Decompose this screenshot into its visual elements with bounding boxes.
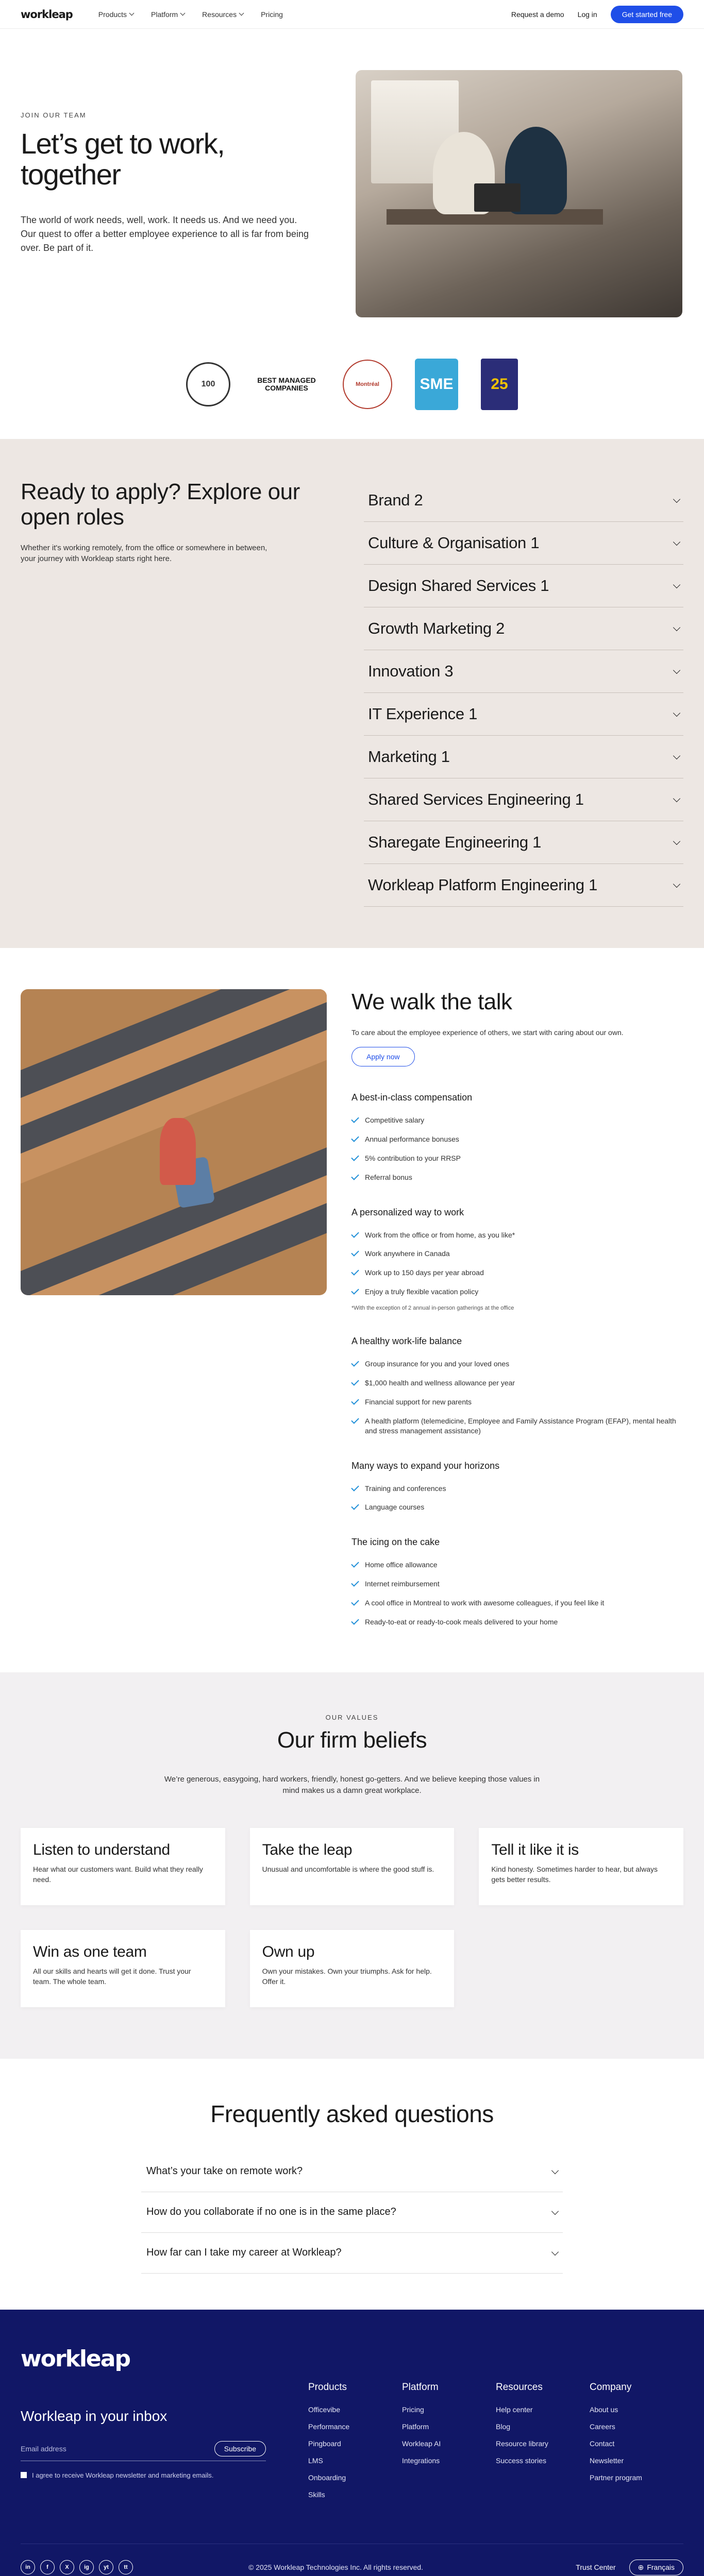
chevron-down-icon	[551, 2167, 559, 2174]
logo[interactable]: workleap	[21, 8, 73, 21]
role-category[interactable]: Design Shared Services 1	[364, 565, 683, 607]
nav-links	[98, 10, 283, 19]
footer-link[interactable]: Newsletter	[590, 2456, 624, 2465]
footer-link[interactable]: Careers	[590, 2422, 615, 2431]
open-roles-section	[0, 439, 704, 948]
tiktok-icon[interactable]: tt	[119, 2560, 133, 2574]
roles-title: Ready to apply? Explore our open roles	[21, 479, 300, 530]
youtube-icon[interactable]: yt	[99, 2560, 113, 2574]
perk-item: Work up to 150 days per year abroad	[351, 1268, 683, 1278]
footer-link-columns	[308, 2346, 683, 2507]
roles-intro	[21, 479, 340, 907]
footer-link[interactable]: Pricing	[402, 2405, 424, 2414]
perk-item: 5% contribution to your RRSP	[351, 1154, 683, 1163]
footer-top	[21, 2346, 683, 2507]
footer-link[interactable]: Integrations	[402, 2456, 440, 2465]
check-icon	[351, 1134, 359, 1142]
newsletter-form	[21, 2441, 266, 2461]
role-category[interactable]: Growth Marketing 2	[364, 607, 683, 650]
footer-link[interactable]: Help center	[496, 2405, 533, 2414]
chevron-down-icon	[551, 2208, 559, 2215]
perk-item: A cool office in Montreal to work with awesome colleagues, if you feel like it	[351, 1598, 683, 1608]
value-card: Own up Own your mistakes. Own your triumphs. Ask for help. Offer it.	[250, 1930, 455, 2007]
check-icon	[351, 1483, 359, 1492]
footer-newsletter	[21, 2346, 308, 2507]
value-card: Take the leap Unusual and uncomfortable is where the good stuff is.	[250, 1828, 455, 1905]
check-icon	[351, 1230, 359, 1238]
chevron-down-icon	[551, 2248, 559, 2256]
footer-bottom-links	[576, 2560, 683, 2575]
footer-link[interactable]: Performance	[308, 2422, 350, 2431]
chevron-down-icon	[673, 538, 680, 546]
values-title: Our firm beliefs	[277, 1727, 427, 1753]
benefits-description: To care about the employee experience of others, we start with caring about our own.	[351, 1028, 624, 1037]
chevron-down-icon	[673, 496, 680, 503]
benefits-content	[351, 989, 683, 1636]
perk-item: Competitive salary	[351, 1115, 683, 1125]
role-category[interactable]: Innovation 3	[364, 650, 683, 693]
language-switcher[interactable]: ⊕ Français	[629, 2560, 683, 2575]
check-icon	[351, 1502, 359, 1511]
award-badges	[0, 336, 704, 439]
chevron-down-icon	[673, 838, 680, 845]
role-category[interactable]: Marketing 1	[364, 736, 683, 778]
benefits-photo	[21, 989, 327, 1295]
value-card: Win as one team All our skills and hearts will get it done. Trust your team. The whole team.	[21, 1930, 225, 2007]
check-icon	[351, 1560, 359, 1568]
footer-link[interactable]: Pingboard	[308, 2439, 341, 2448]
value-card: Tell it like it is Kind honesty. Sometimes harder to hear, but always gets better results.	[479, 1828, 683, 1905]
request-demo-link[interactable]: Request a demo	[511, 10, 564, 19]
nav-actions	[511, 6, 683, 23]
footer-col-products: Products Officevibe Performance Pingboard LMS Onboarding Skills	[308, 2346, 402, 2507]
perk-group-personalized: A personalized way to work Work from the office or from home, as you like* Work anywhere in Canada Work up to 150 days per year abroad Enjoy a truly flexible vacation policy *With the exception of 2 annual in-person gatherings at the office	[351, 1207, 683, 1312]
check-icon	[351, 1617, 359, 1625]
values-section	[0, 1672, 704, 2059]
nav-platform[interactable]: Platform	[151, 10, 185, 19]
chevron-down-icon	[673, 667, 680, 674]
check-icon	[351, 1579, 359, 1587]
perk-item: Enjoy a truly flexible vacation policy	[351, 1287, 683, 1297]
check-icon	[351, 1598, 359, 1606]
faq-item[interactable]: How far can I take my career at Workleap?	[141, 2233, 563, 2274]
globe-icon: ⊕	[638, 2563, 644, 2571]
footer-link[interactable]: Officevibe	[308, 2405, 340, 2414]
email-input[interactable]	[21, 2445, 214, 2453]
sme-badge: SME	[415, 359, 458, 410]
check-icon	[351, 1286, 359, 1295]
role-category[interactable]: Sharegate Engineering 1	[364, 821, 683, 864]
checkbox-icon[interactable]	[21, 2472, 27, 2478]
nav-products[interactable]: Products	[98, 10, 133, 19]
footer-link[interactable]: Workleap AI	[402, 2439, 441, 2448]
consent-checkbox[interactable]: I agree to receive Workleap newsletter and marketing emails.	[21, 2471, 308, 2479]
chevron-down-icon	[673, 581, 680, 588]
perk-item: Referral bonus	[351, 1173, 683, 1182]
copyright: © 2025 Workleap Technologies Inc. All rights reserved.	[248, 2563, 423, 2572]
instagram-icon[interactable]: ig	[79, 2560, 94, 2574]
chevron-down-icon	[239, 11, 244, 16]
chevron-down-icon	[180, 11, 186, 16]
social-links	[21, 2560, 248, 2574]
perk-item: Group insurance for you and your loved ones	[351, 1359, 683, 1369]
perk-item: Internet reimbursement	[351, 1579, 683, 1589]
montreal-top-employers-badge: Montréal	[343, 360, 392, 409]
footer-link[interactable]: LMS	[308, 2456, 323, 2465]
role-category[interactable]: IT Experience 1	[364, 693, 683, 736]
role-category[interactable]: Culture & Organisation 1	[364, 522, 683, 565]
hero-section	[0, 29, 704, 336]
check-icon	[351, 1359, 359, 1367]
trust-center-link[interactable]: Trust Center	[576, 2563, 616, 2572]
perk-item: Work anywhere in Canada	[351, 1249, 683, 1259]
check-icon	[351, 1115, 359, 1123]
perk-group-icing: The icing on the cake Home office allowance Internet reimbursement A cool office in Montreal to work with awesome colleagues, if you feel like it Ready-to-eat or ready-to-cook meals delivered to your home	[351, 1537, 683, 1627]
faq-title: Frequently asked questions	[210, 2100, 494, 2127]
chevron-down-icon	[673, 709, 680, 717]
perk-item: Training and conferences	[351, 1484, 683, 1494]
hero-photo	[356, 70, 682, 317]
hero-description: The world of work needs, well, work. It needs us. And we need you. Our quest to offer a better employee experience to all is far from being over. Be part of it.	[21, 214, 309, 253]
footer-col-platform: Platform Pricing Platform Workleap AI Integrations	[402, 2346, 496, 2507]
footer-link[interactable]: Success stories	[496, 2456, 547, 2465]
best-managed-badge: BEST MANAGED COMPANIES	[257, 376, 316, 392]
footer-bottom	[21, 2544, 683, 2575]
perk-group-compensation: A best-in-class compensation Competitive salary Annual performance bonuses 5% contribution to your RRSP Referral bonus	[351, 1092, 683, 1182]
perk-item: Annual performance bonuses	[351, 1134, 683, 1144]
faq-item[interactable]: What’s your take on remote work?	[141, 2151, 563, 2192]
role-category[interactable]: Shared Services Engineering 1	[364, 778, 683, 821]
hero-title: Let’s get to work, together	[21, 127, 225, 191]
roles-description: Whether it's working remotely, from the office or somewhere in between, your journey with Workleap starts right here.	[21, 543, 267, 564]
values-description: We’re generous, easygoing, hard workers, friendly, honest go-getters. And we believe keeping those values in mind makes us a damn great workplace.	[164, 1774, 540, 1795]
perk-item: Home office allowance	[351, 1560, 683, 1570]
get-started-button[interactable]: Get started free	[611, 6, 683, 23]
perk-item: Language courses	[351, 1502, 683, 1512]
footer-col-resources: Resources Help center Blog Resource library Success stories	[496, 2346, 590, 2507]
benefits-title: We walk the talk	[351, 989, 512, 1014]
footer-col-company: Company About us Careers Contact Newsletter Partner program	[590, 2346, 683, 2507]
top-25-badge: 25	[481, 359, 518, 410]
role-category[interactable]: Brand 2	[364, 479, 683, 522]
faq-accordion	[141, 2151, 563, 2274]
nav-pricing[interactable]: Pricing	[261, 10, 283, 19]
faq-item[interactable]: How do you collaborate if no one is in the same place?	[141, 2192, 563, 2233]
top-employers-badge: 100	[186, 362, 230, 406]
benefits-section	[0, 948, 704, 1672]
faq-section	[0, 2059, 704, 2310]
footer-link[interactable]: Onboarding	[308, 2473, 346, 2482]
top-nav	[0, 0, 704, 29]
perk-item: $1,000 health and wellness allowance per year	[351, 1378, 683, 1388]
role-category[interactable]: Workleap Platform Engineering 1	[364, 864, 683, 907]
value-card: Listen to understand Hear what our customers want. Build what they really need.	[21, 1828, 225, 1905]
x-icon[interactable]: X	[60, 2560, 74, 2574]
perk-footnote: *With the exception of 2 annual in-person gatherings at the office	[351, 1305, 514, 1312]
perk-item: Financial support for new parents	[351, 1397, 683, 1407]
footer-link[interactable]: About us	[590, 2405, 618, 2414]
perk-group-balance: A healthy work-life balance Group insurance for you and your loved ones $1,000 health and wellness allowance per year Financial support for new parents A health platform (telemedicine, Employee and Family Assistance Program (EFAP), mental health and stress management assistance)	[351, 1336, 683, 1435]
perk-group-horizons: Many ways to expand your horizons Training and conferences Language courses	[351, 1461, 683, 1513]
footer	[0, 2310, 704, 2576]
login-link[interactable]: Log in	[577, 10, 597, 19]
apply-now-button[interactable]: Apply now	[351, 1047, 415, 1066]
chevron-down-icon	[673, 752, 680, 759]
nav-resources[interactable]: Resources	[202, 10, 243, 19]
chevron-down-icon	[673, 624, 680, 631]
check-icon	[351, 1249, 359, 1257]
photo-person	[160, 1118, 196, 1185]
subscribe-button[interactable]: Subscribe	[214, 2441, 266, 2456]
photo-laptop	[474, 183, 521, 212]
chevron-down-icon	[673, 795, 680, 802]
perk-item: A health platform (telemedicine, Employee and Family Assistance Program (EFAP), mental health and stress management assistance)	[351, 1416, 683, 1436]
linkedin-icon[interactable]: in	[21, 2560, 35, 2574]
hero-eyebrow: JOIN OUR TEAM	[21, 111, 87, 119]
footer-link[interactable]: Skills	[308, 2490, 325, 2499]
values-eyebrow: OUR VALUES	[325, 1713, 379, 1721]
perk-item: Work from the office or from home, as you like*	[351, 1230, 683, 1240]
check-icon	[351, 1378, 359, 1386]
footer-link[interactable]: Contact	[590, 2439, 615, 2448]
check-icon	[351, 1268, 359, 1276]
roles-accordion	[364, 479, 683, 907]
newsletter-title: Workleap in your inbox	[21, 2408, 167, 2424]
footer-logo[interactable]: workleap	[21, 2345, 130, 2372]
footer-link[interactable]: Partner program	[590, 2473, 642, 2482]
values-cards	[21, 1828, 683, 2007]
footer-link[interactable]: Blog	[496, 2422, 511, 2431]
check-icon	[351, 1416, 359, 1424]
facebook-icon[interactable]: f	[40, 2560, 55, 2574]
footer-link[interactable]: Resource library	[496, 2439, 548, 2448]
perk-item: Ready-to-eat or ready-to-cook meals delivered to your home	[351, 1617, 683, 1627]
chevron-down-icon	[673, 880, 680, 888]
check-icon	[351, 1397, 359, 1405]
footer-link[interactable]: Platform	[402, 2422, 429, 2431]
chevron-down-icon	[129, 11, 135, 16]
hero-text	[21, 70, 314, 317]
check-icon	[351, 1153, 359, 1161]
check-icon	[351, 1172, 359, 1180]
